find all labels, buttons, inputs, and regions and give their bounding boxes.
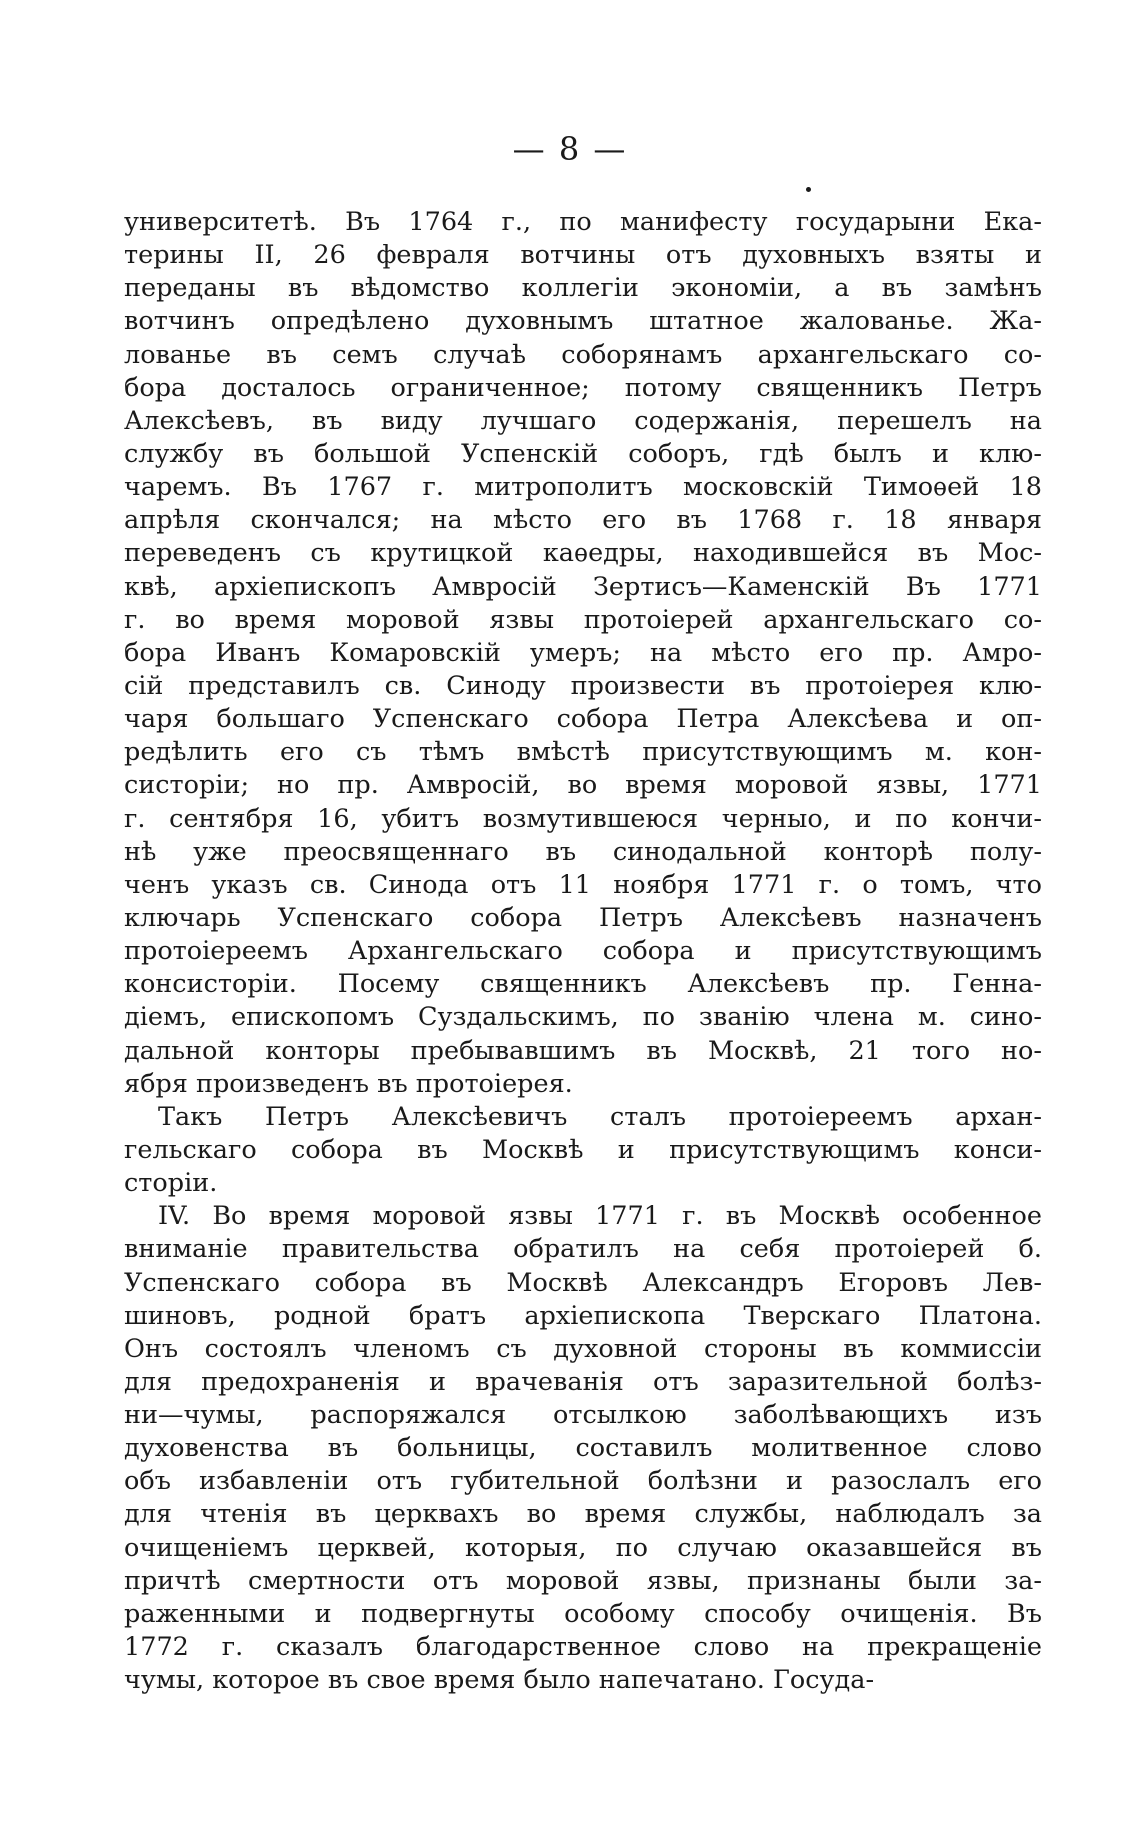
text-line: службу въ большой Успенскій соборъ, гдѣ былъ и клю- xyxy=(124,438,1042,469)
text-line: консисторіи. Посему священникъ Алексѣевъ пр. Генна- xyxy=(124,969,1042,1000)
text-line: IV. Во время моровой язвы 1771 г. въ Москвѣ особенное xyxy=(158,1201,1042,1232)
text-line: нѣ уже преосвященнаго въ синодальной конторѣ полу- xyxy=(124,836,1042,867)
text-line: протоіереемъ Архангельскаго собора и присутствующимъ xyxy=(124,936,1042,967)
text-line: духовенства въ больницы, составилъ молитвенное слово xyxy=(124,1433,1042,1464)
text-line: бора Иванъ Комаровскій умеръ; на мѣсто его пр. Амро- xyxy=(124,637,1042,668)
text-line: для чтенія въ церквахъ во время службы, наблюдалъ за xyxy=(124,1499,1042,1530)
text-line: систоріи; но пр. Амвросій, во время моровой язвы, 1771 xyxy=(124,770,1042,801)
text-line: бора досталось ограниченное; потому священникъ Петръ xyxy=(124,372,1042,403)
text-line: университетѣ. Въ 1764 г., по манифесту государыни Ека- xyxy=(124,207,1042,237)
text-line: Алексѣевъ, въ виду лучшаго содержанія, перешелъ на xyxy=(124,405,1042,436)
text-line: вотчинъ опредѣлено духовнымъ штатное жалованье. Жа- xyxy=(124,306,1042,337)
text-line: переданы въ вѣдомство коллегіи экономіи, а въ замѣнъ xyxy=(124,273,1042,304)
text-line: г. сентября 16, убитъ возмутившеюся черныо, и по кончи- xyxy=(124,803,1042,834)
text-line: ни—чумы, распоряжался отсылкою заболѣвающихъ изъ xyxy=(124,1400,1042,1431)
text-line: ября произведенъ въ протоіерея. xyxy=(124,1068,573,1099)
text-line: 1772 г. сказалъ благодарственное слово на прекращеніе xyxy=(124,1632,1042,1663)
text-line: квѣ, архіепископъ Амвросій Зертисъ—Каменскій Въ 1771 xyxy=(124,571,1042,602)
text-line: Успенскаго собора въ Москвѣ Александръ Егоровъ Лев- xyxy=(124,1267,1042,1298)
text-line: вниманіе правительства обратилъ на себя протоіерей б. xyxy=(124,1234,1042,1265)
text-line: раженными и подвергнуты особому способу очищенія. Въ xyxy=(124,1598,1042,1629)
text-line: г. во время моровой язвы протоіерей архангельскаго со- xyxy=(124,604,1042,635)
text-line: апрѣля скончался; на мѣсто его въ 1768 г. 18 января xyxy=(124,505,1042,536)
text-line: переведенъ съ крутицкой каѳедры, находившейся въ Мос- xyxy=(124,538,1042,569)
text-line: объ избавленіи отъ губительной болѣзни и разослалъ его xyxy=(124,1466,1042,1497)
text-line: сій представилъ св. Синоду произвести въ протоіерея клю- xyxy=(124,670,1042,701)
print-speck xyxy=(806,187,811,192)
text-line: шиновъ, родной братъ архіепископа Тверскаго Платона. xyxy=(124,1300,1042,1331)
text-line: причтѣ смертности отъ моровой язвы, признаны были за- xyxy=(124,1565,1042,1596)
text-line: ченъ указъ св. Синода отъ 11 ноября 1771 г. о томъ, что xyxy=(124,869,1042,900)
text-line: редѣлить его съ тѣмъ вмѣстѣ присутствующимъ м. кон- xyxy=(124,737,1042,768)
text-line: чаремъ. Въ 1767 г. митрополитъ московскій Тимоѳей 18 xyxy=(124,472,1042,503)
text-line: для предохраненія и врачеванія отъ заразительной болѣз- xyxy=(124,1366,1042,1397)
text-line: ключарь Успенскаго собора Петръ Алексѣевъ назначенъ xyxy=(124,902,1042,933)
text-line: очищеніемъ церквей, которыя, по случаю оказавшейся въ xyxy=(124,1532,1042,1563)
text-line: Такъ Петръ Алексѣевичъ сталъ протоіереемъ архан- xyxy=(158,1101,1042,1132)
text-line: гельскаго собора въ Москвѣ и присутствующимъ конси- xyxy=(124,1134,1042,1165)
text-line: чаря большаго Успенскаго собора Петра Алексѣева и оп- xyxy=(124,704,1042,735)
text-line: Онъ состоялъ членомъ съ духовной стороны въ коммиссіи xyxy=(124,1333,1042,1364)
page-number: — 8 — xyxy=(512,130,628,168)
text-line: дальной конторы пребывавшимъ въ Москвѣ, 21 того но- xyxy=(124,1035,1042,1066)
text-line: лованье въ семъ случаѣ соборянамъ архангельскаго со- xyxy=(124,339,1042,370)
text-line: діемъ, епископомъ Суздальскимъ, по званію члена м. сино- xyxy=(124,1002,1042,1033)
body-text xyxy=(124,206,1042,1697)
text-line: чумы, которое въ свое время было напечатано. Госуда- xyxy=(124,1665,875,1696)
text-line: терины II, 26 февраля вотчины отъ духовныхъ взяты и xyxy=(124,240,1042,271)
text-line: сторіи. xyxy=(124,1168,218,1199)
